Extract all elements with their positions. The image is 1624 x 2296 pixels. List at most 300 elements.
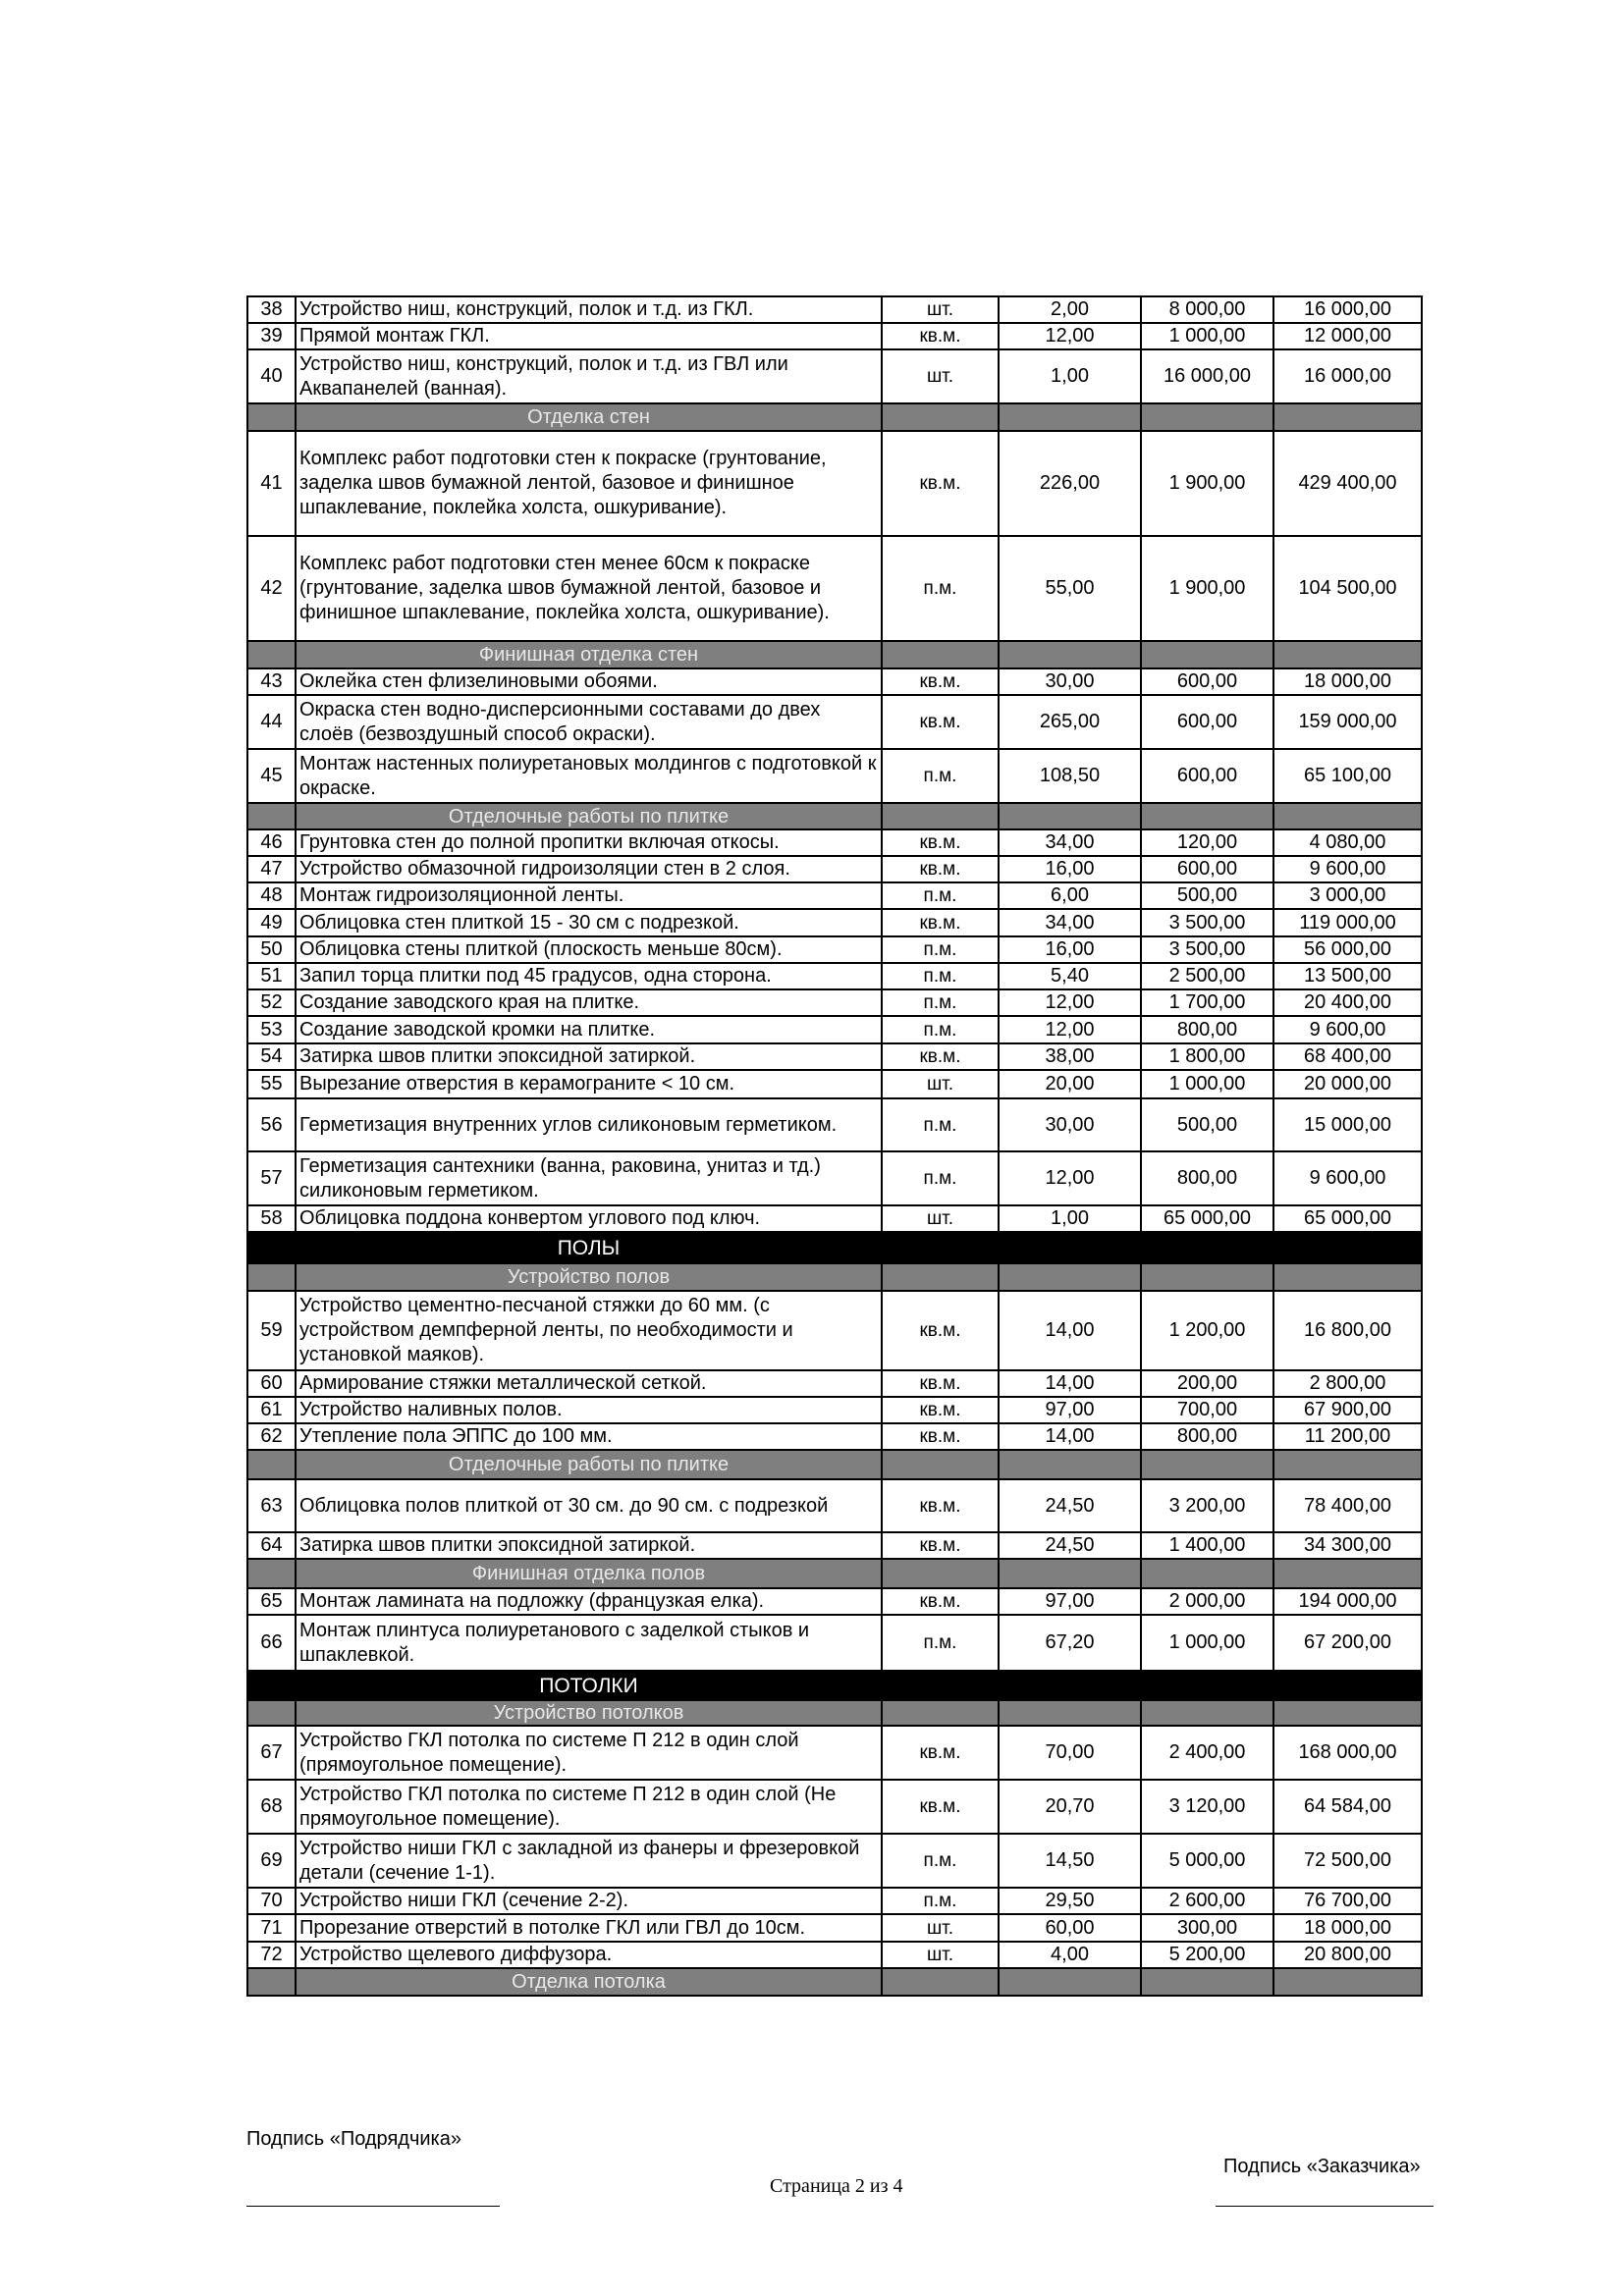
price-cell: 1 400,00 xyxy=(1141,1532,1273,1559)
unit-cell: п.м. xyxy=(882,1151,999,1205)
price-cell: 16 000,00 xyxy=(1141,349,1273,403)
row-number: 40 xyxy=(247,349,296,403)
section-title: Устройство полов xyxy=(296,1263,882,1291)
work-description: Прорезание отверстий в потолке ГКЛ или ГВЛ до 10см. xyxy=(296,1914,882,1942)
quantity-cell: 14,00 xyxy=(999,1291,1141,1370)
price-cell: 5 000,00 xyxy=(1141,1834,1273,1888)
sum-cell: 67 900,00 xyxy=(1273,1397,1422,1423)
quantity-cell: 12,00 xyxy=(999,1016,1141,1043)
row-number: 38 xyxy=(247,296,296,323)
quantity-cell: 16,00 xyxy=(999,856,1141,882)
unit-cell: кв.м. xyxy=(882,1397,999,1423)
table-row xyxy=(247,668,1422,695)
section-header-row xyxy=(247,641,1422,668)
unit-cell: кв.м. xyxy=(882,856,999,882)
row-number: 71 xyxy=(247,1914,296,1942)
section-header-row xyxy=(247,803,1422,829)
unit-cell: кв.м. xyxy=(882,431,999,536)
row-number: 52 xyxy=(247,989,296,1016)
row-number: 44 xyxy=(247,695,296,749)
section-cell xyxy=(1141,1700,1273,1726)
quantity-cell: 55,00 xyxy=(999,536,1141,641)
table-row xyxy=(247,323,1422,349)
sum-cell: 16 000,00 xyxy=(1273,349,1422,403)
section-cell xyxy=(999,1263,1141,1291)
unit-cell: кв.м. xyxy=(882,1043,999,1070)
row-number: 41 xyxy=(247,431,296,536)
row-number: 53 xyxy=(247,1016,296,1043)
unit-cell: п.м. xyxy=(882,963,999,989)
table-row xyxy=(247,1205,1422,1232)
unit-cell: кв.м. xyxy=(882,1423,999,1450)
quantity-cell: 38,00 xyxy=(999,1043,1141,1070)
unit-cell: шт. xyxy=(882,1205,999,1232)
price-cell: 5 200,00 xyxy=(1141,1942,1273,1968)
table-row xyxy=(247,1615,1422,1671)
quantity-cell: 67,20 xyxy=(999,1615,1141,1671)
row-number: 67 xyxy=(247,1726,296,1780)
price-cell: 600,00 xyxy=(1141,668,1273,695)
unit-cell: п.м. xyxy=(882,989,999,1016)
major-section-cell xyxy=(882,1232,999,1263)
table-row xyxy=(247,1532,1422,1559)
section-title: Финишная отделка полов xyxy=(296,1559,882,1588)
major-section-row xyxy=(247,1232,1422,1263)
quantity-cell: 97,00 xyxy=(999,1397,1141,1423)
unit-cell: кв.м. xyxy=(882,1370,999,1397)
price-cell: 1 000,00 xyxy=(1141,1070,1273,1098)
sum-cell: 68 400,00 xyxy=(1273,1043,1422,1070)
work-description: Прямой монтаж ГКЛ. xyxy=(296,323,882,349)
major-section-title: ПОТОЛКИ xyxy=(296,1671,882,1700)
sum-cell: 4 080,00 xyxy=(1273,829,1422,856)
row-number: 66 xyxy=(247,1615,296,1671)
sum-cell: 13 500,00 xyxy=(1273,963,1422,989)
quantity-cell: 14,50 xyxy=(999,1834,1141,1888)
unit-cell: п.м. xyxy=(882,882,999,909)
section-cell xyxy=(1141,403,1273,431)
quantity-cell: 226,00 xyxy=(999,431,1141,536)
quantity-cell: 70,00 xyxy=(999,1726,1141,1780)
work-description: Комплекс работ подготовки стен менее 60см к покраске (грунтование, заделка швов бумажной лентой, базовое и финишное шпаклевание, поклейка холста, ошкуривание). xyxy=(296,536,882,641)
row-number: 59 xyxy=(247,1291,296,1370)
unit-cell: п.м. xyxy=(882,1615,999,1671)
sum-cell: 104 500,00 xyxy=(1273,536,1422,641)
table-row xyxy=(247,536,1422,641)
table-row xyxy=(247,882,1422,909)
sum-cell: 2 800,00 xyxy=(1273,1370,1422,1397)
unit-cell: кв.м. xyxy=(882,695,999,749)
sum-cell: 72 500,00 xyxy=(1273,1834,1422,1888)
section-cell xyxy=(247,1700,296,1726)
price-cell: 120,00 xyxy=(1141,829,1273,856)
unit-cell: шт. xyxy=(882,349,999,403)
work-description: Устройство ниши ГКЛ (сечение 2-2). xyxy=(296,1888,882,1914)
section-cell xyxy=(1141,641,1273,668)
unit-cell: кв.м. xyxy=(882,1726,999,1780)
unit-cell: п.м. xyxy=(882,536,999,641)
section-cell xyxy=(247,1968,296,1996)
section-cell xyxy=(247,803,296,829)
table-row xyxy=(247,1942,1422,1968)
row-number: 54 xyxy=(247,1043,296,1070)
section-title: Финишная отделка стен xyxy=(296,641,882,668)
work-description: Создание заводской кромки на плитке. xyxy=(296,1016,882,1043)
price-cell: 600,00 xyxy=(1141,695,1273,749)
sum-cell: 20 800,00 xyxy=(1273,1942,1422,1968)
section-cell xyxy=(1141,803,1273,829)
price-cell: 500,00 xyxy=(1141,882,1273,909)
quantity-cell: 108,50 xyxy=(999,749,1141,803)
section-title: Устройство потолков xyxy=(296,1700,882,1726)
quantity-cell: 1,00 xyxy=(999,1205,1141,1232)
table-row xyxy=(247,695,1422,749)
quantity-cell: 2,00 xyxy=(999,296,1141,323)
unit-cell: кв.м. xyxy=(882,829,999,856)
quantity-cell: 12,00 xyxy=(999,1151,1141,1205)
section-cell xyxy=(1141,1450,1273,1479)
unit-cell: п.м. xyxy=(882,749,999,803)
unit-cell: шт. xyxy=(882,1914,999,1942)
price-cell: 1 700,00 xyxy=(1141,989,1273,1016)
sum-cell: 119 000,00 xyxy=(1273,909,1422,936)
quantity-cell: 14,00 xyxy=(999,1423,1141,1450)
section-title: Отделка стен xyxy=(296,403,882,431)
price-cell: 800,00 xyxy=(1141,1423,1273,1450)
price-cell: 600,00 xyxy=(1141,749,1273,803)
price-cell: 1 800,00 xyxy=(1141,1043,1273,1070)
work-description: Облицовка поддона конвертом углового под ключ. xyxy=(296,1205,882,1232)
work-description: Затирка швов плитки эпоксидной затиркой. xyxy=(296,1532,882,1559)
quantity-cell: 97,00 xyxy=(999,1588,1141,1615)
section-title: Отделочные работы по плитке xyxy=(296,803,882,829)
unit-cell: кв.м. xyxy=(882,1532,999,1559)
row-number: 68 xyxy=(247,1780,296,1834)
sum-cell: 168 000,00 xyxy=(1273,1726,1422,1780)
table-row xyxy=(247,349,1422,403)
work-description: Устройство щелевого диффузора. xyxy=(296,1942,882,1968)
work-description: Монтаж настенных полиуретановых молдингов с подготовкой к окраске. xyxy=(296,749,882,803)
sum-cell: 78 400,00 xyxy=(1273,1479,1422,1532)
price-cell: 1 900,00 xyxy=(1141,431,1273,536)
table-row xyxy=(247,909,1422,936)
quantity-cell: 29,50 xyxy=(999,1888,1141,1914)
row-number: 57 xyxy=(247,1151,296,1205)
work-description: Запил торца плитки под 45 градусов, одна сторона. xyxy=(296,963,882,989)
section-cell xyxy=(882,641,999,668)
table-row xyxy=(247,1016,1422,1043)
sum-cell: 9 600,00 xyxy=(1273,1016,1422,1043)
sum-cell: 18 000,00 xyxy=(1273,668,1422,695)
section-cell xyxy=(1273,1700,1422,1726)
table-row xyxy=(247,936,1422,963)
work-description: Создание заводского края на плитке. xyxy=(296,989,882,1016)
quantity-cell: 60,00 xyxy=(999,1914,1141,1942)
section-cell xyxy=(882,803,999,829)
section-cell xyxy=(1141,1263,1273,1291)
customer-signature-label: Подпись «Заказчика» xyxy=(1223,2156,1421,2177)
major-section-cell xyxy=(247,1671,296,1700)
work-description: Комплекс работ подготовки стен к покраске (грунтование, заделка швов бумажной лентой, базовое и финишное шпаклевание, поклейка холста, ошкуривание). xyxy=(296,431,882,536)
unit-cell: кв.м. xyxy=(882,1588,999,1615)
row-number: 45 xyxy=(247,749,296,803)
price-cell: 1 900,00 xyxy=(1141,536,1273,641)
section-cell xyxy=(882,403,999,431)
major-section-cell xyxy=(882,1671,999,1700)
price-cell: 65 000,00 xyxy=(1141,1205,1273,1232)
row-number: 42 xyxy=(247,536,296,641)
row-number: 55 xyxy=(247,1070,296,1098)
work-description: Герметизация сантехники (ванна, раковина, унитаз и тд.) силиконовым герметиком. xyxy=(296,1151,882,1205)
row-number: 64 xyxy=(247,1532,296,1559)
quantity-cell: 5,40 xyxy=(999,963,1141,989)
work-description: Армирование стяжки металлической сеткой. xyxy=(296,1370,882,1397)
table-row xyxy=(247,963,1422,989)
major-section-cell xyxy=(999,1671,1141,1700)
section-header-row xyxy=(247,1450,1422,1479)
work-description: Устройство наливных полов. xyxy=(296,1397,882,1423)
table-row xyxy=(247,1479,1422,1532)
unit-cell: п.м. xyxy=(882,1888,999,1914)
price-cell: 700,00 xyxy=(1141,1397,1273,1423)
unit-cell: кв.м. xyxy=(882,1479,999,1532)
customer-signature-line xyxy=(1216,2206,1434,2207)
major-section-cell xyxy=(1273,1232,1422,1263)
unit-cell: п.м. xyxy=(882,936,999,963)
section-cell xyxy=(882,1559,999,1588)
price-cell: 1 000,00 xyxy=(1141,1615,1273,1671)
section-cell xyxy=(999,1700,1141,1726)
sum-cell: 194 000,00 xyxy=(1273,1588,1422,1615)
price-cell: 3 200,00 xyxy=(1141,1479,1273,1532)
quantity-cell: 1,00 xyxy=(999,349,1141,403)
table-row xyxy=(247,1780,1422,1834)
table-row xyxy=(247,1098,1422,1151)
sum-cell: 76 700,00 xyxy=(1273,1888,1422,1914)
sum-cell: 64 584,00 xyxy=(1273,1780,1422,1834)
price-cell: 500,00 xyxy=(1141,1098,1273,1151)
section-header-row xyxy=(247,1559,1422,1588)
price-cell: 600,00 xyxy=(1141,856,1273,882)
table-row xyxy=(247,1588,1422,1615)
price-cell: 2 600,00 xyxy=(1141,1888,1273,1914)
work-description: Монтаж ламината на подложку (французкая елка). xyxy=(296,1588,882,1615)
work-description: Устройство ниш, конструкций, полок и т.д. из ГВЛ или Аквапанелей (ванная). xyxy=(296,349,882,403)
section-cell xyxy=(999,641,1141,668)
table-row xyxy=(247,431,1422,536)
section-header-row xyxy=(247,1968,1422,1996)
row-number: 60 xyxy=(247,1370,296,1397)
table-row xyxy=(247,1370,1422,1397)
unit-cell: кв.м. xyxy=(882,1291,999,1370)
price-cell: 3 500,00 xyxy=(1141,936,1273,963)
major-section-row xyxy=(247,1671,1422,1700)
price-cell: 800,00 xyxy=(1141,1016,1273,1043)
sum-cell: 11 200,00 xyxy=(1273,1423,1422,1450)
quantity-cell: 24,50 xyxy=(999,1479,1141,1532)
quantity-cell: 34,00 xyxy=(999,829,1141,856)
table-row xyxy=(247,1726,1422,1780)
sum-cell: 3 000,00 xyxy=(1273,882,1422,909)
section-cell xyxy=(999,1559,1141,1588)
table-row xyxy=(247,1397,1422,1423)
section-cell xyxy=(1273,1559,1422,1588)
quantity-cell: 34,00 xyxy=(999,909,1141,936)
major-section-cell xyxy=(1141,1671,1273,1700)
section-cell xyxy=(882,1263,999,1291)
work-description: Грунтовка стен до полной пропитки включая откосы. xyxy=(296,829,882,856)
quantity-cell: 12,00 xyxy=(999,989,1141,1016)
section-cell xyxy=(1273,403,1422,431)
table-row xyxy=(247,296,1422,323)
major-section-cell xyxy=(1273,1671,1422,1700)
section-cell xyxy=(882,1450,999,1479)
section-cell xyxy=(999,803,1141,829)
section-title: Отделочные работы по плитке xyxy=(296,1450,882,1479)
work-description: Устройство цементно-песчаной стяжки до 60 мм. (с устройством демпферной ленты, по необходимости и установкой маяков). xyxy=(296,1291,882,1370)
table-row xyxy=(247,1043,1422,1070)
price-cell: 800,00 xyxy=(1141,1151,1273,1205)
major-section-title: ПОЛЫ xyxy=(296,1232,882,1263)
unit-cell: кв.м. xyxy=(882,668,999,695)
section-cell xyxy=(1273,1263,1422,1291)
quantity-cell: 30,00 xyxy=(999,1098,1141,1151)
sum-cell: 15 000,00 xyxy=(1273,1098,1422,1151)
quantity-cell: 20,00 xyxy=(999,1070,1141,1098)
work-description: Устройство обмазочной гидроизоляции стен в 2 слоя. xyxy=(296,856,882,882)
work-description: Затирка швов плитки эпоксидной затиркой. xyxy=(296,1043,882,1070)
section-cell xyxy=(999,1968,1141,1996)
section-cell xyxy=(1273,641,1422,668)
table-row xyxy=(247,1291,1422,1370)
price-cell: 1 000,00 xyxy=(1141,323,1273,349)
section-cell xyxy=(882,1700,999,1726)
quantity-cell: 30,00 xyxy=(999,668,1141,695)
unit-cell: шт. xyxy=(882,296,999,323)
unit-cell: п.м. xyxy=(882,1016,999,1043)
sum-cell: 65 100,00 xyxy=(1273,749,1422,803)
sum-cell: 429 400,00 xyxy=(1273,431,1422,536)
row-number: 39 xyxy=(247,323,296,349)
unit-cell: кв.м. xyxy=(882,1780,999,1834)
section-header-row xyxy=(247,1263,1422,1291)
quantity-cell: 12,00 xyxy=(999,323,1141,349)
sum-cell: 159 000,00 xyxy=(1273,695,1422,749)
section-cell xyxy=(247,1450,296,1479)
work-description: Устройство ГКЛ потолка по системе П 212 в один слой (Не прямоугольное помещение). xyxy=(296,1780,882,1834)
row-number: 43 xyxy=(247,668,296,695)
major-section-cell xyxy=(247,1232,296,1263)
major-section-cell xyxy=(1141,1232,1273,1263)
table-row xyxy=(247,1834,1422,1888)
sum-cell: 12 000,00 xyxy=(1273,323,1422,349)
section-cell xyxy=(247,403,296,431)
row-number: 58 xyxy=(247,1205,296,1232)
work-description: Устройство ГКЛ потолка по системе П 212 в один слой (прямоугольное помещение). xyxy=(296,1726,882,1780)
sum-cell: 20 000,00 xyxy=(1273,1070,1422,1098)
price-cell: 2 400,00 xyxy=(1141,1726,1273,1780)
section-cell xyxy=(999,403,1141,431)
unit-cell: кв.м. xyxy=(882,909,999,936)
quantity-cell: 14,00 xyxy=(999,1370,1141,1397)
sum-cell: 16 000,00 xyxy=(1273,296,1422,323)
section-cell xyxy=(247,1263,296,1291)
section-cell xyxy=(1273,1450,1422,1479)
price-cell: 3 500,00 xyxy=(1141,909,1273,936)
work-description: Оклейка стен флизелиновыми обоями. xyxy=(296,668,882,695)
table-row xyxy=(247,1423,1422,1450)
section-cell xyxy=(999,1450,1141,1479)
row-number: 65 xyxy=(247,1588,296,1615)
section-header-row xyxy=(247,1700,1422,1726)
row-number: 69 xyxy=(247,1834,296,1888)
work-description: Монтаж гидроизоляционной ленты. xyxy=(296,882,882,909)
sum-cell: 9 600,00 xyxy=(1273,1151,1422,1205)
section-cell xyxy=(882,1968,999,1996)
page-number: Страница 2 из 4 xyxy=(770,2175,903,2197)
sum-cell: 20 400,00 xyxy=(1273,989,1422,1016)
major-section-cell xyxy=(999,1232,1141,1263)
unit-cell: п.м. xyxy=(882,1834,999,1888)
quantity-cell: 16,00 xyxy=(999,936,1141,963)
table-row xyxy=(247,989,1422,1016)
section-cell xyxy=(1273,803,1422,829)
work-description: Облицовка стен плиткой 15 - 30 см с подрезкой. xyxy=(296,909,882,936)
table-row xyxy=(247,1888,1422,1914)
section-cell xyxy=(247,641,296,668)
work-description: Герметизация внутренних углов силиконовым герметиком. xyxy=(296,1098,882,1151)
price-cell: 8 000,00 xyxy=(1141,296,1273,323)
table-row xyxy=(247,829,1422,856)
unit-cell: кв.м. xyxy=(882,323,999,349)
price-cell: 2 500,00 xyxy=(1141,963,1273,989)
contractor-signature-label: Подпись «Подрядчика» xyxy=(246,2128,461,2150)
price-cell: 2 000,00 xyxy=(1141,1588,1273,1615)
row-number: 70 xyxy=(247,1888,296,1914)
row-number: 63 xyxy=(247,1479,296,1532)
work-description: Облицовка полов плиткой от 30 см. до 90 см. с подрезкой xyxy=(296,1479,882,1532)
row-number: 48 xyxy=(247,882,296,909)
row-number: 50 xyxy=(247,936,296,963)
price-cell: 1 200,00 xyxy=(1141,1291,1273,1370)
table-row xyxy=(247,856,1422,882)
row-number: 47 xyxy=(247,856,296,882)
row-number: 46 xyxy=(247,829,296,856)
row-number: 49 xyxy=(247,909,296,936)
sum-cell: 34 300,00 xyxy=(1273,1532,1422,1559)
row-number: 72 xyxy=(247,1942,296,1968)
row-number: 62 xyxy=(247,1423,296,1450)
unit-cell: шт. xyxy=(882,1070,999,1098)
section-cell xyxy=(1141,1968,1273,1996)
table-row xyxy=(247,1070,1422,1098)
work-description: Утепление пола ЭППС до 100 мм. xyxy=(296,1423,882,1450)
row-number: 51 xyxy=(247,963,296,989)
unit-cell: п.м. xyxy=(882,1098,999,1151)
section-title: Отделка потолка xyxy=(296,1968,882,1996)
price-cell: 3 120,00 xyxy=(1141,1780,1273,1834)
sum-cell: 16 800,00 xyxy=(1273,1291,1422,1370)
section-cell xyxy=(1273,1968,1422,1996)
section-cell xyxy=(247,1559,296,1588)
contractor-signature-line xyxy=(246,2206,500,2207)
price-cell: 200,00 xyxy=(1141,1370,1273,1397)
quantity-cell: 4,00 xyxy=(999,1942,1141,1968)
work-description: Окраска стен водно-дисперсионными составами до двех слоёв (безвоздушный способ окраски). xyxy=(296,695,882,749)
section-header-row xyxy=(247,403,1422,431)
table-row xyxy=(247,749,1422,803)
sum-cell: 67 200,00 xyxy=(1273,1615,1422,1671)
